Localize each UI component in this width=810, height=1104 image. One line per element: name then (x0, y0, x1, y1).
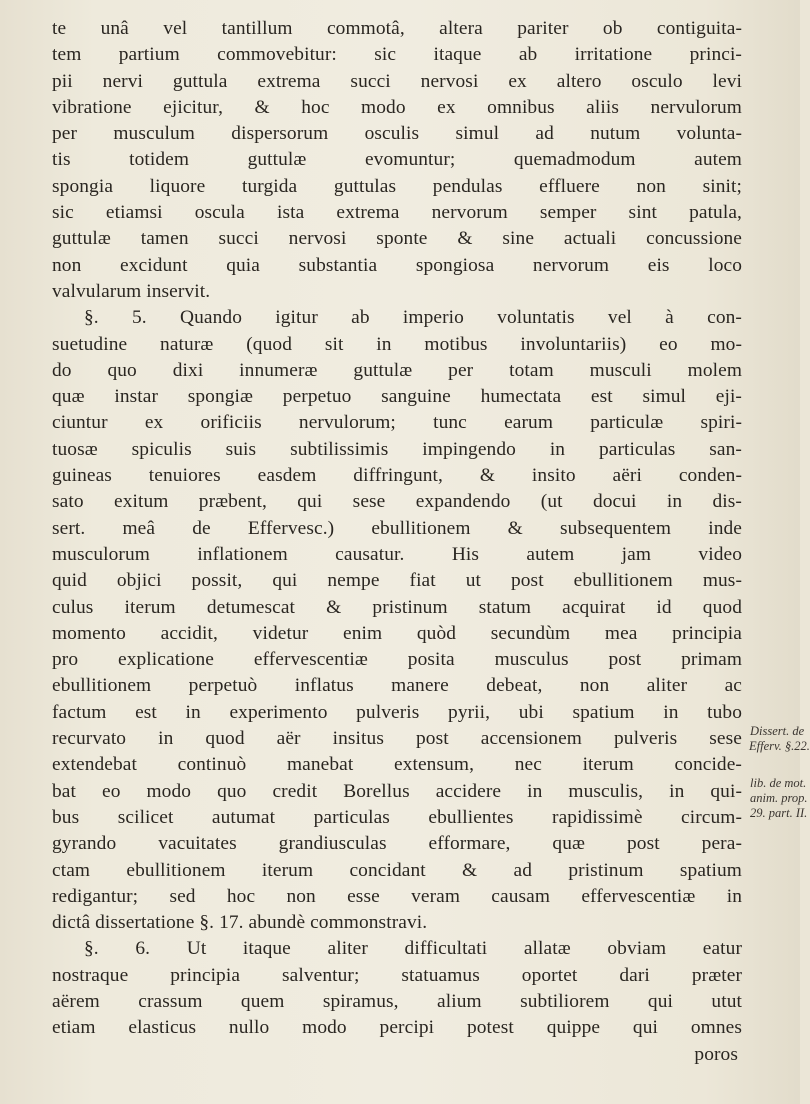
paragraph-start-line: §. 6. Ut itaque aliter difficultati allatæ obviam eatur (84, 938, 742, 960)
margin-note-line: Efferv. §.22. (749, 739, 810, 753)
body-text (52, 16, 742, 1068)
text-line: tuosæ spiculis suis subtilissimis impingendo in particulas san- (52, 438, 742, 460)
margin-note-borellus (750, 776, 808, 821)
text-line: aërem crassum quem spiramus, alium subtiliorem qui utut (52, 990, 742, 1012)
text-line: ebullitionem perpetuò inflatus manere debeat, non aliter ac (52, 675, 742, 697)
text-line: te unâ vel tantillum commotâ, altera pariter ob contiguita- (52, 18, 742, 39)
text-line: ctam ebullitionem iterum concidant & ad pristinum spatium (52, 859, 742, 881)
text-line: suetudine naturæ (quod sit in motibus involuntariis) eo mo- (52, 333, 742, 355)
text-line: gyrando vacuitates grandiusculas efformare, quæ post pera- (52, 833, 742, 855)
text-line: nostraque principia salventur; statuamus oportet dari præter (52, 964, 742, 986)
margin-note-line: anim. prop. (750, 791, 808, 805)
margin-note-line: lib. de mot. (750, 776, 807, 790)
text-line: redigantur; sed hoc non esse veram causam effervescentiæ in (52, 885, 742, 907)
text-line: tis totidem guttulæ evomuntur; quemadmodum autem (52, 149, 742, 171)
text-line: extendebat continuò manebat extensum, nec iterum concide- (52, 754, 742, 776)
text-line: valvularum inservit. (52, 280, 211, 302)
text-line: dictâ dissertatione §. 17. abundè commonstravi. (52, 912, 428, 934)
text-line: pii nervi guttula extrema succi nervosi ex altero osculo levi (52, 70, 742, 92)
text-line: recurvato in quod aër insitus post accensionem pulveris sese (52, 728, 742, 750)
text-line: sic etiamsi oscula ista extrema nervorum semper sint patula, (52, 202, 742, 224)
margin-note-dissertation (749, 724, 810, 754)
text-line: spongia liquore turgida guttulas pendulas effluere non sinit; (52, 175, 742, 197)
text-line: bus scilicet autumat particulas ebullientes rapidissimè circum- (52, 806, 742, 828)
text-line: factum est in experimento pulveris pyrii, ubi spatium in tubo (52, 701, 742, 723)
text-line: sato exitum præbent, qui sese expandendo (ut docui in dis- (52, 491, 742, 513)
margin-note-line: Dissert. de (750, 724, 805, 738)
text-line: pro explicatione effervescentiæ posita musculus post primam (52, 649, 742, 671)
text-line: sert. meâ de Effervesc.) ebullitionem & subsequentem inde (52, 517, 742, 539)
text-line: quæ instar spongiæ perpetuo sanguine humectata est simul eji- (52, 386, 742, 408)
text-line: non excidunt quia substantia spongiosa nervorum eis loco (52, 254, 742, 276)
text-line: do quo dixi innumeræ guttulæ per totam musculi molem (52, 359, 742, 381)
text-line: ciuntur ex orificiis nervulorum; tunc earum particulæ spiri- (52, 412, 742, 434)
margin-note-line: 29. part. II. (750, 806, 808, 820)
text-line: momento accidit, videtur enim quòd secundùm mea principia (52, 622, 742, 644)
text-line: tem partium commovebitur: sic itaque ab irritatione princi- (52, 44, 742, 66)
text-line: per musculum dispersorum osculis simul ad nutum volunta- (52, 123, 742, 145)
text-line: etiam elasticus nullo modo percipi potest quippe qui omnes (52, 1017, 742, 1039)
paragraph-start-line: §. 5. Quando igitur ab imperio voluntatis vel à con- (84, 307, 742, 329)
text-line: bat eo modo quo credit Borellus accidere in musculis, in qui- (52, 780, 742, 802)
text-line: musculorum inflationem causatur. His autem jam video (52, 543, 742, 565)
text-line: vibratione ejicitur, & hoc modo ex omnibus aliis nervulorum (52, 96, 742, 118)
catchword: poros (694, 1043, 738, 1065)
text-line: quid objici possit, qui nempe fiat ut post ebullitionem mus- (52, 570, 742, 592)
text-line: guineas tenuiores easdem diffringunt, & insito aëri conden- (52, 465, 742, 487)
text-line: culus iterum detumescat & pristinum statum acquirat id quod (52, 596, 742, 618)
text-line: guttulæ tamen succi nervosi sponte & sine actuali concussione (52, 228, 742, 250)
